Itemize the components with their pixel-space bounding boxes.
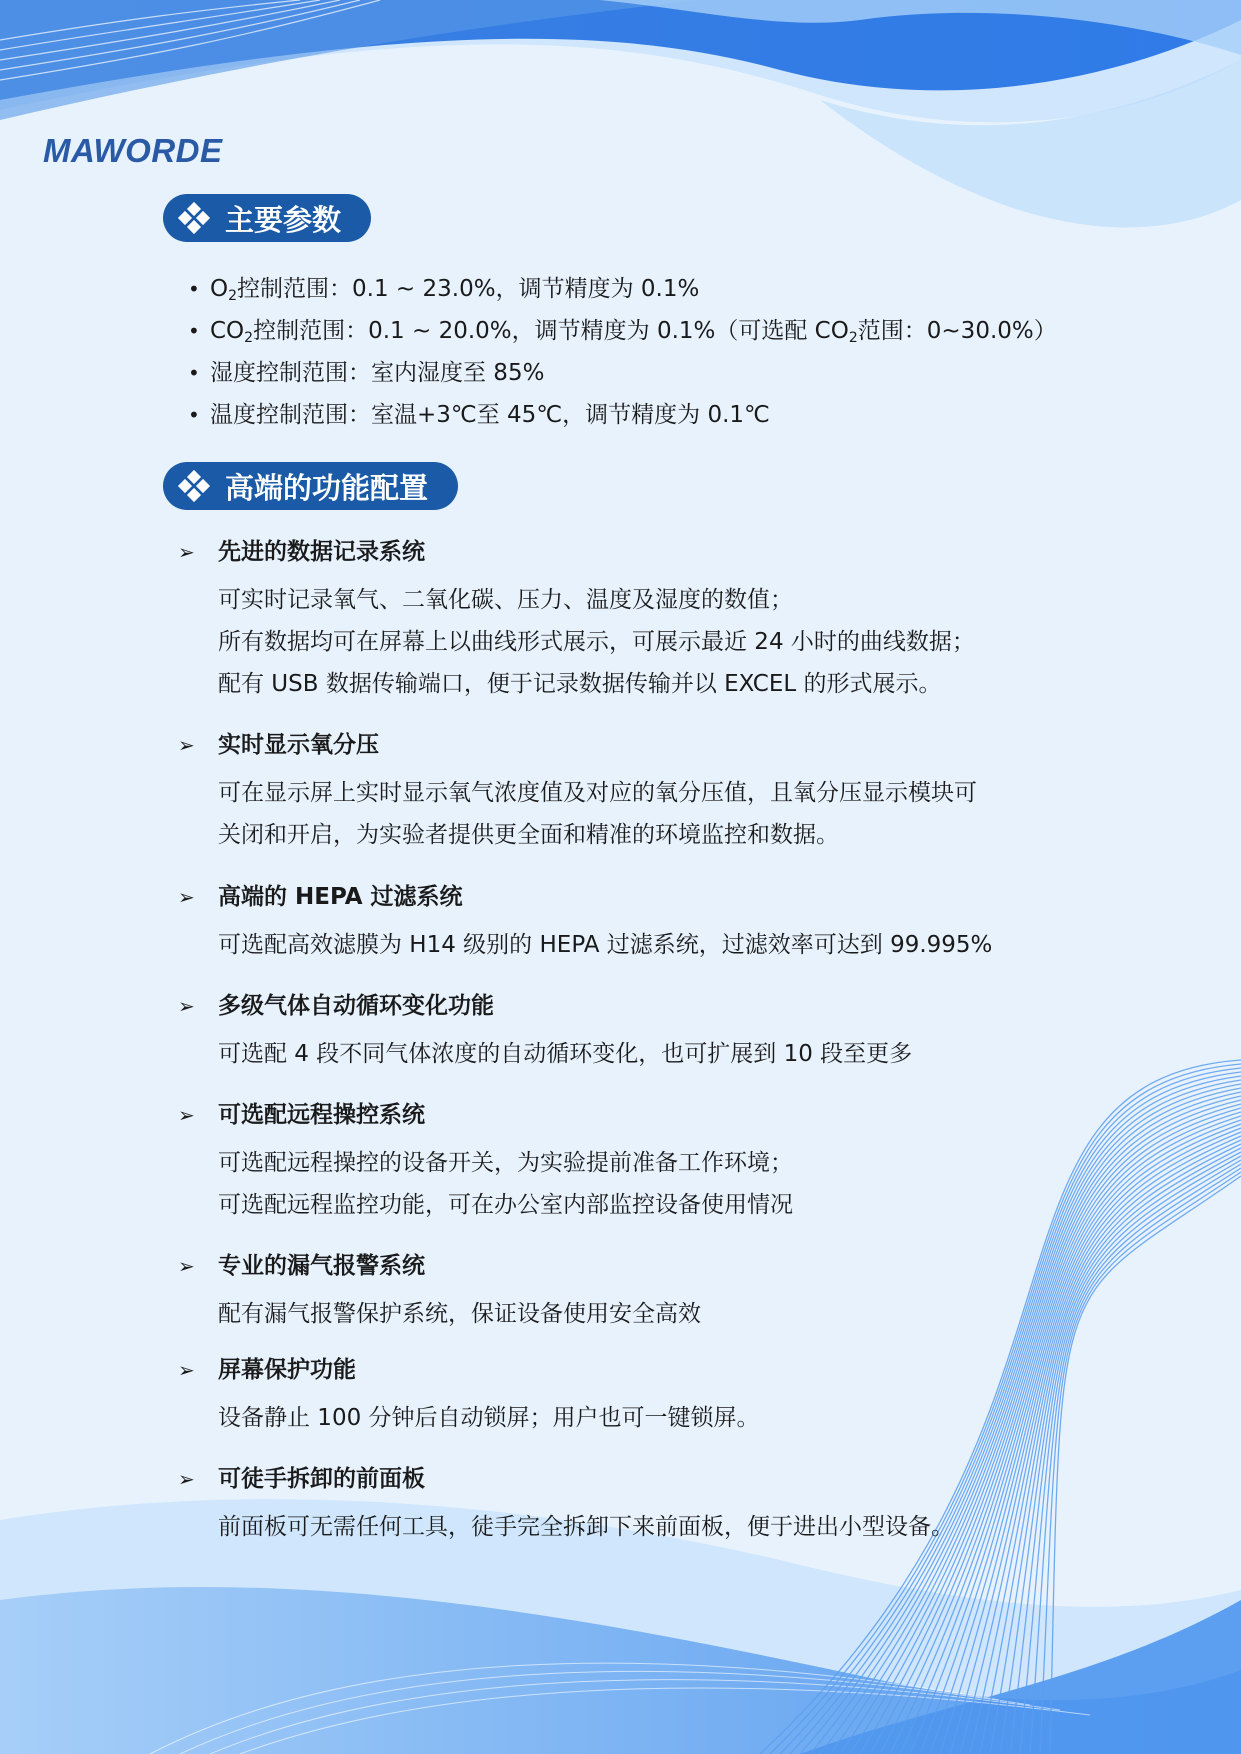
- feature-line: 可选配远程操控的设备开关，为实验提前准备工作环境；: [218, 1150, 793, 1176]
- feature-heading: 高端的 HEPA 过滤系统: [218, 884, 463, 910]
- feature-line: 所有数据均可在屏幕上以曲线形式展示，可展示最近 24 小时的曲线数据；: [218, 629, 975, 655]
- arrowhead-icon: ➢: [178, 1467, 195, 1491]
- feature-heading: 实时显示氧分压: [218, 732, 379, 758]
- feature-heading: 先进的数据记录系统: [218, 539, 425, 565]
- feature-line: 可选配 4 段不同气体浓度的自动循环变化，也可扩展到 10 段至更多: [218, 1041, 913, 1067]
- feature-line: 配有 USB 数据传输端口，便于记录数据传输并以 EXCEL 的形式展示。: [218, 671, 942, 697]
- feature-item: [178, 1462, 1078, 1548]
- feature-line: 设备静止 100 分钟后自动锁屏；用户也可一键锁屏。: [218, 1405, 760, 1431]
- feature-item: [178, 1249, 1078, 1335]
- diamond-cluster-icon: [179, 471, 209, 501]
- feature-line: 关闭和开启，为实验者提供更全面和精准的环境监控和数据。: [218, 822, 839, 848]
- feature-line: 可在显示屏上实时显示氧气浓度值及对应的氧分压值，且氧分压显示模块可: [218, 780, 977, 806]
- feature-heading: 专业的漏气报警系统: [218, 1253, 425, 1279]
- feature-item: [178, 1098, 1078, 1226]
- feature-line: 前面板可无需任何工具，徒手完全拆卸下来前面板，便于进出小型设备。: [218, 1514, 954, 1540]
- feature-item: [178, 989, 1078, 1075]
- arrowhead-icon: ➢: [178, 733, 195, 757]
- section-title-params: [163, 194, 371, 242]
- section-title-label: 高端的功能配置: [225, 470, 429, 505]
- list-item: • $CO_2$控制范围：0.1 ~ 20.0%，调节精度为 0.1%（可选配 $CO_2$范围：0~30.0%）: [188, 310, 1057, 352]
- feature-heading: 可徒手拆卸的前面板: [218, 1466, 425, 1492]
- section-title-features: [163, 462, 458, 510]
- arrowhead-icon: ➢: [178, 885, 195, 909]
- feature-line: 可实时记录氧气、二氧化碳、压力、温度及湿度的数值；: [218, 587, 793, 613]
- feature-item: [178, 1353, 1078, 1439]
- feature-item: [178, 728, 1078, 856]
- feature-heading: 多级气体自动循环变化功能: [218, 993, 494, 1019]
- parameters-list: [188, 268, 1057, 436]
- diamond-cluster-icon: [179, 203, 209, 233]
- arrowhead-icon: ➢: [178, 540, 195, 564]
- feature-line: 可选配高效滤膜为 H14 级别的 HEPA 过滤系统，过滤效率可达到 99.995%: [218, 932, 993, 958]
- list-item: • 湿度控制范围：室内湿度至 85%: [188, 352, 1057, 394]
- feature-line: 配有漏气报警保护系统，保证设备使用安全高效: [218, 1301, 701, 1327]
- arrowhead-icon: ➢: [178, 1358, 195, 1382]
- feature-heading: 可选配远程操控系统: [218, 1102, 425, 1128]
- feature-item: [178, 880, 1078, 966]
- brand-logo: MAWORDE: [43, 132, 223, 169]
- feature-line: 可选配远程监控功能，可在办公室内部监控设备使用情况: [218, 1192, 793, 1218]
- arrowhead-icon: ➢: [178, 994, 195, 1018]
- section-title-label: 主要参数: [225, 202, 342, 237]
- feature-item: [178, 535, 1078, 705]
- arrowhead-icon: ➢: [178, 1254, 195, 1278]
- feature-heading: 屏幕保护功能: [218, 1357, 356, 1383]
- list-item: • $O_2$控制范围：0.1 ~ 23.0%，调节精度为 0.1%: [188, 268, 1057, 310]
- list-item: • 温度控制范围：室温+3℃至 45℃，调节精度为 0.1℃: [188, 394, 1057, 436]
- arrowhead-icon: ➢: [178, 1103, 195, 1127]
